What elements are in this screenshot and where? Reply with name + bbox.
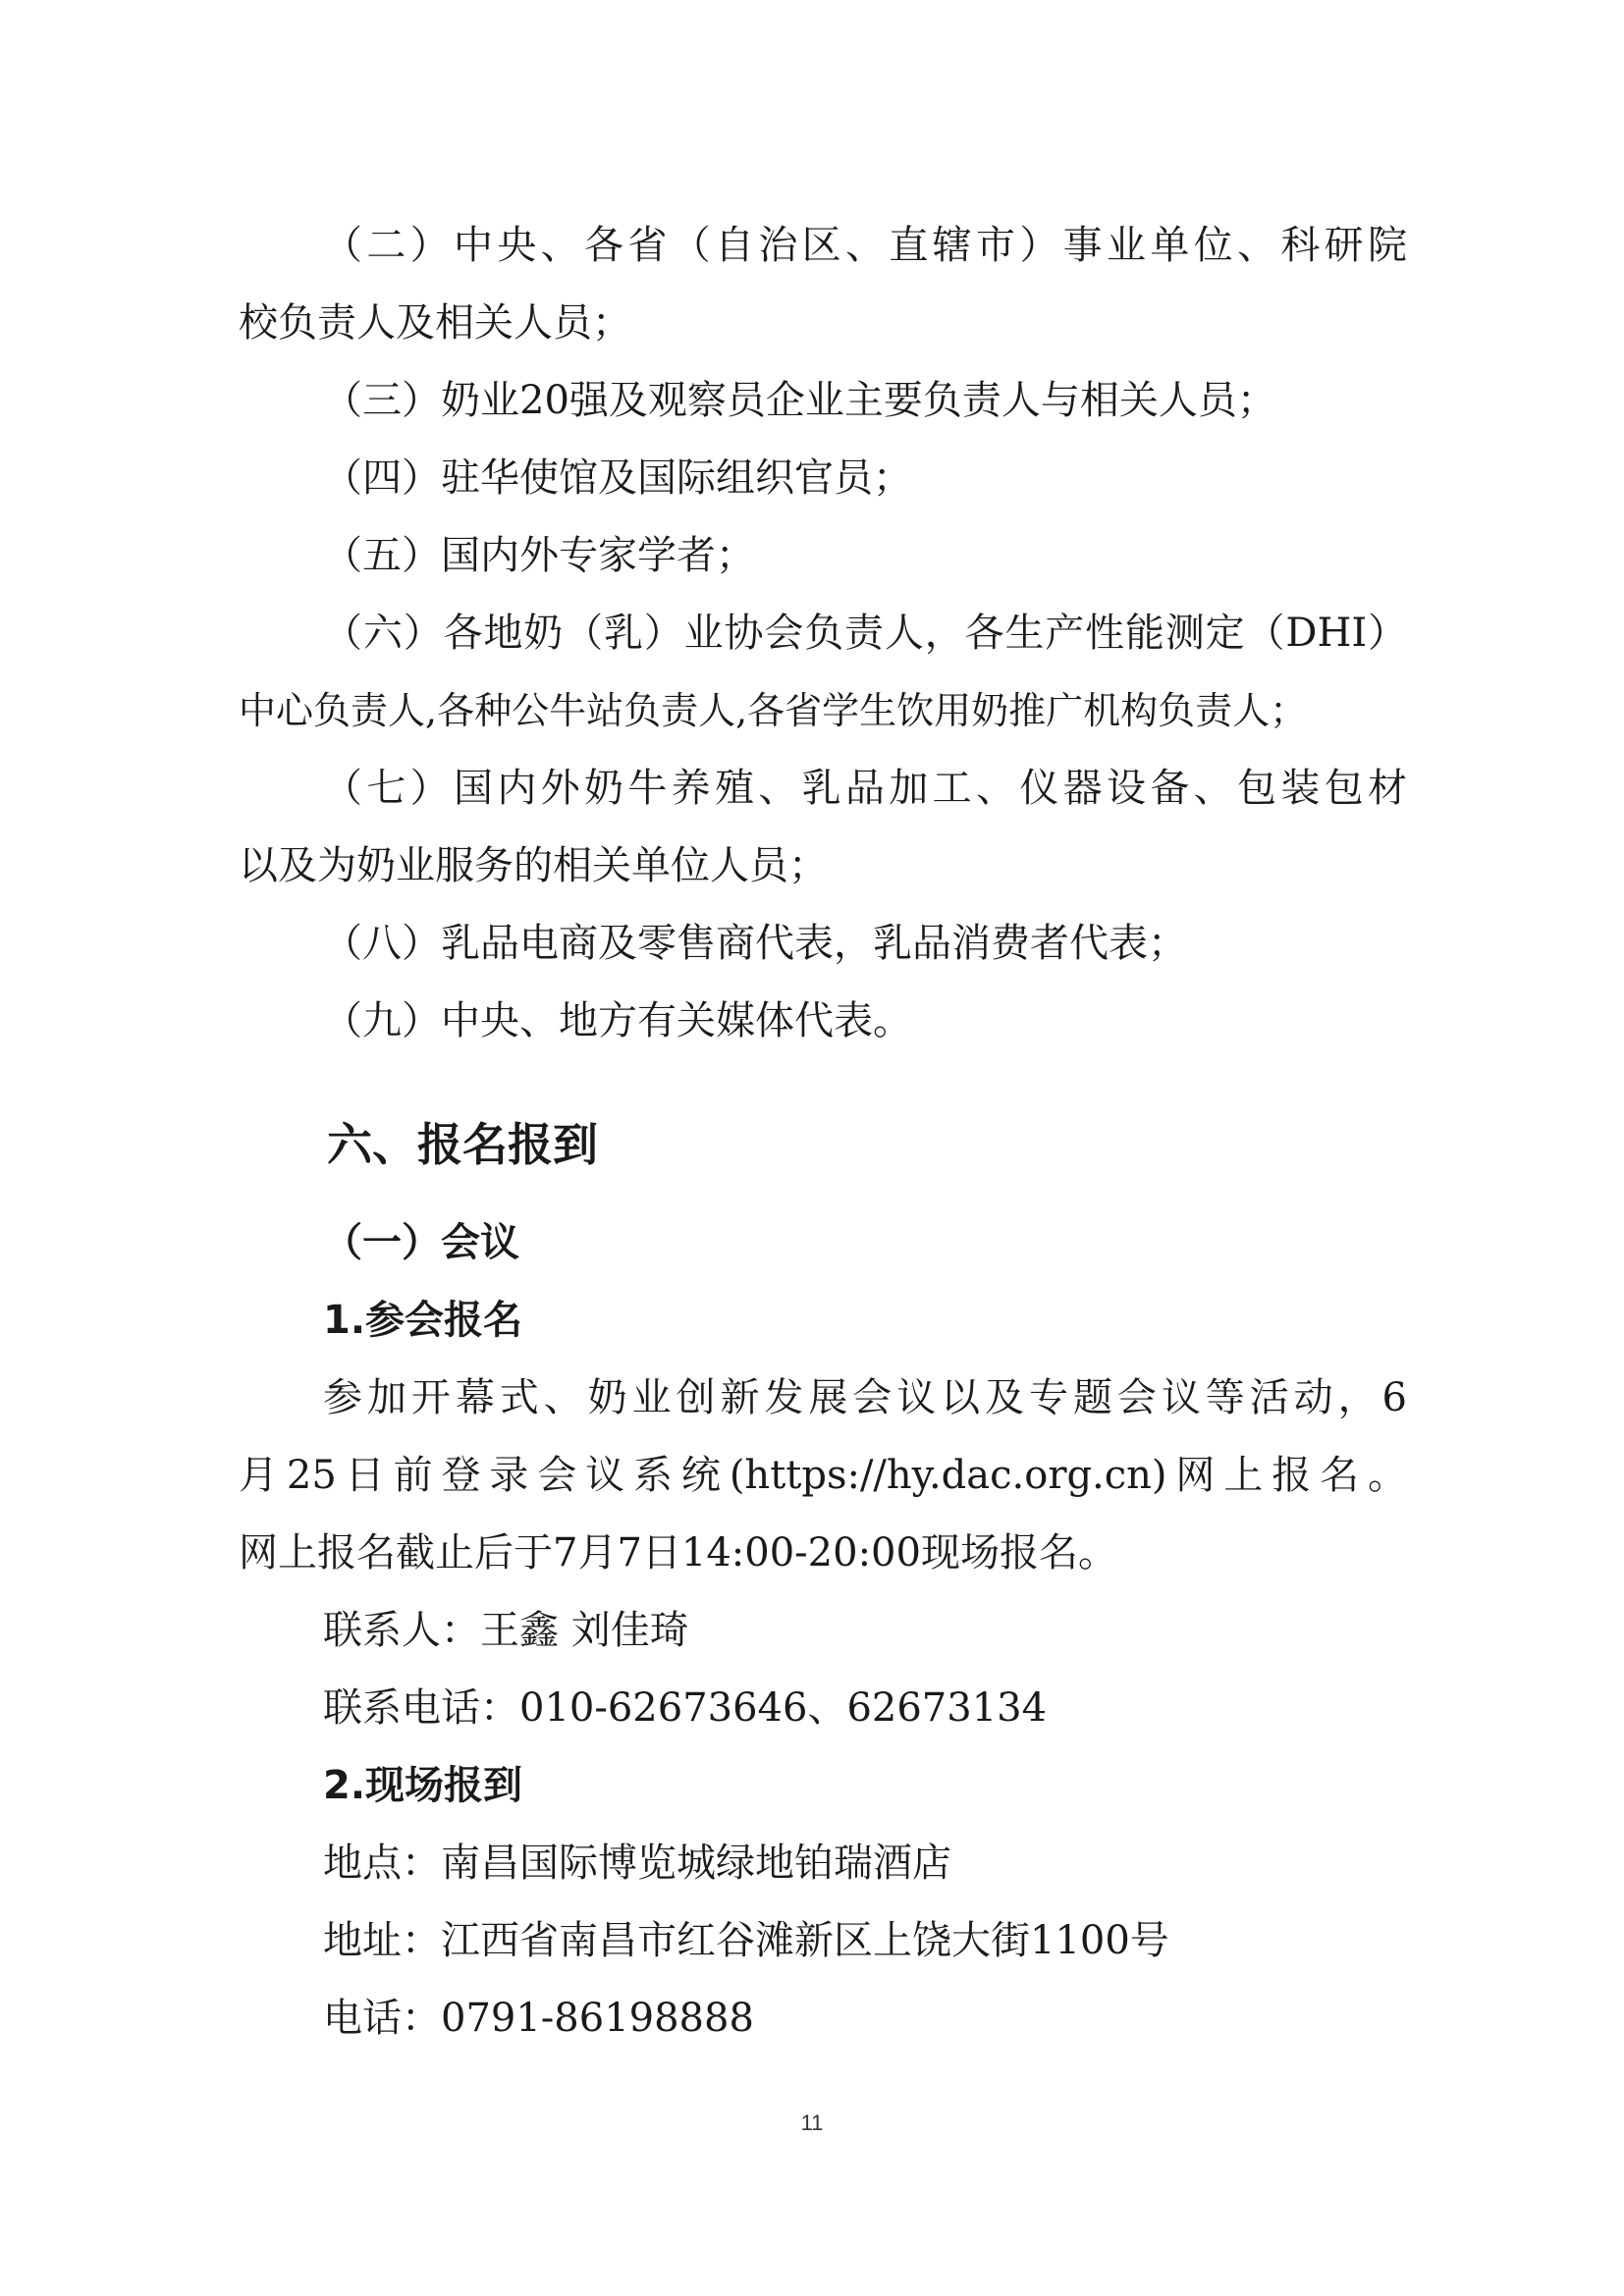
paragraph-2 [239,218,1407,373]
paragraph-line: （二）中央、各省（自治区、直辖市）事业单位、科研院 [323,223,1407,268]
item1-heading: 1.参会报名 [323,1298,523,1343]
paragraph-8 [323,916,1187,993]
venue: 地点：南昌国际博览城绿地铂瑞酒店 [323,1841,951,1886]
paragraph-line: （七）国内外奶牛养殖、乳品加工、仪器设备、包装包材 [323,766,1407,811]
paragraph-line: 中心负责人,各种公牛站负责人,各省学生饮用奶推广机构负责人； [239,689,1308,732]
paragraph-line: （五）国内外专家学者； [323,533,755,578]
paragraph-5 [323,528,755,606]
paragraph-line: 月25日前登录会议系统(https://hy.dac.org.cn)网上报名。 [239,1453,1407,1498]
paragraph-7 [239,761,1407,916]
registration-paragraph [239,1370,1407,1603]
contact-phone: 联系电话：010-62673646、62673134 [323,1685,1048,1731]
section-heading: 六、报名报到 [327,1118,598,1171]
address: 地址：江西省南昌市红谷滩新区上饶大街1100号 [323,1918,1169,1963]
page-number: 11 [800,2110,824,2135]
paragraph-line: 参加开幕式、奶业创新发展会议以及专题会议等活动，6 [323,1375,1407,1420]
paragraph-3 [323,373,1276,451]
item2-heading: 2.现场报到 [323,1763,523,1808]
paragraph-6 [239,606,1407,761]
paragraph-9 [323,993,912,1071]
paragraph-line: 网上报名截止后于7月7日14:00-20:00现场报名。 [239,1530,1117,1575]
paragraph-line: （八）乳品电商及零售商代表，乳品消费者代表； [323,921,1187,966]
paragraph-line: （四）驻华使馆及国际组织官员； [323,455,912,501]
paragraph-line: 校负责人及相关人员； [239,300,631,346]
contact-person: 联系人：王鑫 刘佳琦 [323,1608,689,1653]
paragraph-4 [323,451,912,528]
paragraph-line: 以及为奶业服务的相关单位人员； [239,843,828,888]
paragraph-line: （六）各地奶（乳）业协会负责人，各生产性能测定（DHI） [323,611,1407,656]
paragraph-line: （九）中央、地方有关媒体代表。 [323,998,912,1043]
paragraph-line: （三）奶业20强及观察员企业主要负责人与相关人员； [323,378,1276,423]
subsection-heading: （一）会议 [323,1220,519,1265]
hotel-phone: 电话：0791-86198888 [323,1996,754,2041]
